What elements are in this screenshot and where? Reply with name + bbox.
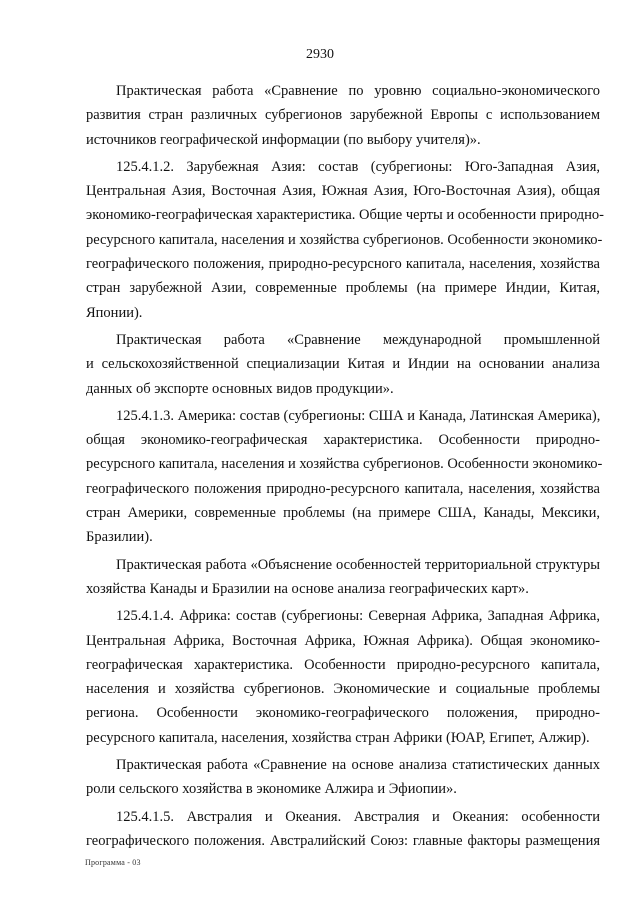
text-line: географического положения. Австралийский Союз: главные факторы размещения — [86, 832, 600, 849]
paragraph-practical-work-europe — [86, 79, 600, 152]
text-line: Практическая работа «Сравнение по уровню социально-экономического — [116, 83, 600, 99]
text-line: Практическая работа «Сравнение международной промышленной — [116, 331, 600, 348]
text-line: Японии). — [86, 304, 143, 321]
text-line: 125.4.1.4. Африка: состав (субрегионы: Северная Африка, Западная Африка, — [116, 608, 600, 625]
text-line: географическая характеристика. Особенности природно-ресурсного капитала, — [86, 656, 600, 673]
paragraph-practical-work-algeria-ethiopia — [86, 753, 600, 802]
text-line: ресурсного капитала, населения и хозяйства субрегионов. Особенности экономико- — [86, 456, 603, 473]
text-line: 125.4.1.2. Зарубежная Азия: состав (субрегионы: Юго-Западная Азия, — [116, 158, 600, 175]
document-body — [86, 79, 604, 856]
paragraph-section-foreign-asia — [86, 155, 604, 325]
paragraph-practical-work-canada-brazil — [86, 553, 600, 602]
text-line: хозяйства Канады и Бразилии на основе анализа географических карт». — [86, 580, 529, 597]
paragraph-section-australia-oceania — [86, 805, 600, 854]
text-line: Практическая работа «Сравнение на основе анализа статистических данных — [116, 757, 600, 774]
text-line: данных об экспорте основных видов продукции». — [86, 380, 394, 397]
text-line: населения и хозяйства субрегионов. Экономические и социальные проблемы — [86, 681, 600, 698]
page-footer: Программа - 03 — [85, 858, 141, 867]
text-line: Практическая работа «Объяснение особенностей территориальной структуры — [116, 556, 600, 573]
page-number: 2930 — [306, 47, 334, 62]
text-line: экономико-географическая характеристика. Общие черты и особенности природно- — [86, 207, 604, 224]
text-line: 125.4.1.3. Америка: состав (субрегионы: США и Канада, Латинская Америка), — [116, 407, 601, 424]
paragraph-section-america — [86, 404, 603, 550]
paragraph-section-africa — [86, 604, 600, 750]
text-line: и сельскохозяйственной специализации Китая и Индии на основании анализа — [86, 356, 600, 373]
text-line: Центральная Африка, Восточная Африка, Южная Африка). Общая экономико- — [86, 632, 600, 649]
text-line: региона. Особенности экономико-географического положения, природно- — [86, 705, 600, 722]
text-line: стран зарубежной Азии, современные проблемы (на примере Индии, Китая, — [86, 280, 600, 297]
text-line: географического положения природно-ресурсного капитала, населения, хозяйства — [86, 480, 600, 497]
text-line: ресурсного капитала, населения и хозяйства субрегионов. Особенности экономико- — [86, 231, 603, 248]
text-line: Центральная Азия, Восточная Азия, Южная Азия, Юго-Восточная Азия), общая — [86, 183, 600, 200]
text-line: стран Америки, современные проблемы (на примере США, Канады, Мексики, — [86, 505, 600, 522]
text-line: развития стран различных субрегионов зарубежной Европы с использованием — [86, 107, 600, 124]
text-line: 125.4.1.5. Австралия и Океания. Австралия и Океания: особенности — [116, 808, 600, 825]
text-line: ресурсного капитала, населения, хозяйства стран Африки (ЮАР, Египет, Алжир). — [86, 729, 590, 746]
paragraph-practical-work-china-india — [86, 328, 600, 401]
text-line: общая экономико-географическая характеристика. Особенности природно- — [86, 432, 600, 449]
text-line: Бразилии). — [86, 529, 153, 546]
text-line: источников географической информации (по выбору учителя)». — [86, 131, 481, 148]
text-line: географического положения, природно-ресурсного капитала, населения, хозяйства — [86, 256, 600, 273]
text-line: роли сельского хозяйства в экономике Алжира и Эфиопии». — [86, 781, 457, 798]
